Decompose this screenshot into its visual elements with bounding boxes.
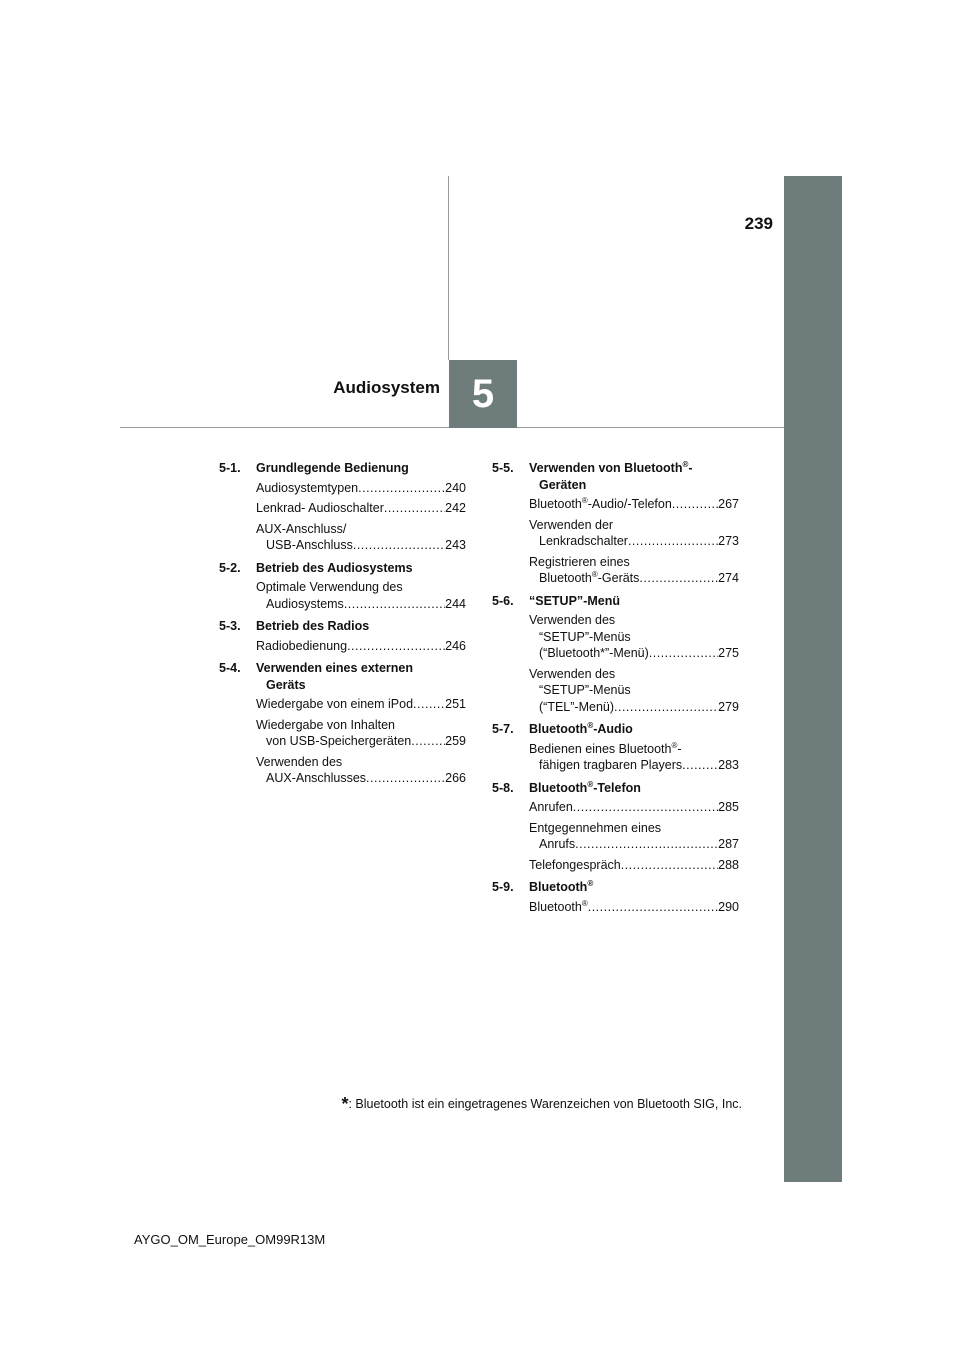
toc-entry-page: 267 [718, 497, 739, 511]
toc-entry-text: Entgegennehmen eines [529, 820, 662, 835]
toc-left-column [219, 460, 466, 793]
toc-section-title: Verwenden von Bluetooth®- Geräten [529, 459, 693, 492]
toc-section [219, 618, 466, 654]
toc-leader-dots [639, 570, 718, 587]
toc-entry-page: 273 [718, 534, 739, 548]
toc-entry-text: Bluetooth®-Audio/-Telefon [529, 495, 672, 511]
toc-leader-dots [366, 770, 445, 787]
toc-section-number: 5-1. [219, 461, 241, 475]
toc-section-heading [492, 593, 739, 610]
footnote-text: : Bluetooth ist ein eingetragenes Warenzeichen von Bluetooth SIG, Inc. [348, 1097, 742, 1111]
toc-section-number: 5-7. [492, 722, 514, 736]
toc-entry[interactable] [256, 500, 466, 517]
chapter-number: 5 [471, 371, 495, 416]
chapter-title: Audiosystem [333, 378, 440, 397]
toc-section-number: 5-4. [219, 661, 241, 675]
toc-section-title: Betrieb des Radios [256, 619, 370, 633]
toc-entry-page: 274 [718, 571, 739, 585]
toc-section-number: 5-3. [219, 619, 241, 633]
toc-leader-dots [573, 799, 718, 816]
toc-entry-text: Verwenden des [256, 754, 343, 769]
toc-section-heading [219, 560, 466, 577]
toc-entry[interactable] [256, 717, 466, 750]
header-vertical-rule [448, 176, 449, 360]
toc-section [492, 721, 739, 774]
toc-entry[interactable] [256, 754, 466, 787]
toc-section-title: Betrieb des Audiosystems [256, 560, 413, 575]
toc-entry-text: Bluetooth® [529, 898, 588, 914]
toc-leader-dots [682, 757, 718, 774]
toc-entry-text: Telefongespräch [529, 857, 621, 872]
toc-entry-page: 275 [718, 646, 739, 660]
toc-entry-text: Optimale Verwendung des [256, 580, 403, 594]
toc-section-title: Bluetooth®-Telefon [529, 779, 641, 795]
toc-entry-text: AUX-Anschlusses [266, 771, 367, 785]
toc-leader-dots [575, 836, 718, 853]
toc-section-number: 5-2. [219, 560, 241, 575]
footnote [300, 1094, 742, 1115]
toc-entry-page: 288 [718, 857, 739, 872]
toc-section-title: Bluetooth®-Audio [529, 720, 633, 736]
toc-entry-page: 285 [718, 800, 739, 814]
toc-entry-text: “SETUP”-Menüs [539, 629, 631, 644]
toc-section [219, 460, 466, 554]
toc-leader-dots [628, 533, 718, 550]
footnote-marker: * [341, 1094, 349, 1114]
toc-leader-dots [621, 857, 718, 874]
toc-section [219, 560, 466, 613]
toc-entry-page: 243 [445, 538, 466, 552]
toc-entry-text: USB-Anschluss [266, 538, 353, 552]
toc-leader-dots [649, 645, 718, 662]
toc-section-heading [492, 780, 739, 797]
toc-entry[interactable] [529, 496, 739, 513]
toc-section-number: 5-5. [492, 461, 514, 475]
toc-section-title: “SETUP”-Menü [529, 593, 620, 608]
toc-entry-text: Registrieren eines [529, 554, 630, 569]
toc-section-number: 5-8. [492, 780, 514, 795]
toc-entry[interactable] [256, 696, 466, 713]
chapter-number-box [449, 360, 517, 428]
toc-leader-dots [413, 696, 445, 713]
toc-section [219, 660, 466, 787]
toc-section-number: 5-9. [492, 880, 514, 894]
toc-section-title: Verwenden eines externen Geräts [256, 661, 414, 692]
toc-leader-dots [344, 596, 445, 613]
toc-entry[interactable] [529, 517, 739, 550]
toc-entry-page: 259 [445, 734, 466, 748]
toc-entry-text: Lenkradschalter [539, 534, 628, 548]
toc-right-column [492, 460, 739, 921]
toc-entry-text: (“Bluetooth*”-Menü) [539, 646, 649, 660]
toc-leader-dots [614, 699, 718, 716]
toc-entry[interactable] [256, 480, 466, 497]
toc-entry-text: (“TEL”-Menü) [539, 699, 615, 714]
toc-entry-page: 290 [718, 899, 739, 914]
page-number: 239 [744, 214, 773, 233]
toc-section-title: Bluetooth® [529, 878, 594, 894]
toc-entry[interactable] [529, 741, 739, 774]
toc-entry[interactable] [256, 579, 466, 612]
toc-leader-dots [347, 638, 445, 655]
toc-entry-text: von USB-Speichergeräten [266, 734, 412, 748]
toc-entry[interactable] [529, 799, 739, 816]
toc-section-heading [219, 660, 466, 693]
toc-entry[interactable] [529, 612, 739, 662]
toc-leader-dots [353, 537, 445, 554]
toc-leader-dots [358, 480, 445, 497]
toc-entry-text: Bluetooth®-Geräts [539, 569, 640, 585]
toc-entry-page: 279 [718, 699, 739, 714]
toc-entry-text: Audiosystemtypen [256, 480, 359, 495]
toc-entry-text: Radiobedienung [256, 638, 348, 653]
toc-entry-text: Verwenden des [529, 666, 616, 681]
toc-leader-dots [411, 733, 445, 750]
toc-leader-dots [588, 899, 718, 916]
toc-entry-page: 251 [445, 697, 466, 711]
toc-entry[interactable] [256, 638, 466, 655]
toc-entry-page: 266 [445, 771, 466, 785]
toc-entry-page: 246 [445, 638, 466, 653]
toc-entry-text: Bedienen eines Bluetooth®- [529, 740, 682, 756]
toc-section-heading [492, 721, 739, 738]
toc-section [492, 879, 739, 915]
toc-entry[interactable] [529, 666, 739, 716]
toc-section-number: 5-6. [492, 593, 514, 608]
toc-entry-text: Anrufs [539, 837, 576, 851]
toc-entry-text: Wiedergabe von Inhalten [256, 717, 395, 732]
toc-entry-page: 240 [445, 480, 466, 495]
toc-entry-page: 244 [445, 596, 466, 611]
toc-entry-text: Lenkrad- Audioschalter [256, 501, 384, 515]
toc-leader-dots [672, 496, 718, 513]
toc-entry-text: AUX-Anschluss/ [256, 521, 347, 536]
toc-entry-page: 242 [445, 501, 466, 515]
toc-section-heading [492, 460, 739, 493]
toc-entry-text: Verwenden der [529, 517, 614, 532]
toc-entry[interactable] [529, 857, 739, 874]
toc-entry[interactable] [256, 521, 466, 554]
toc-entry[interactable] [529, 820, 739, 853]
toc-entry[interactable] [529, 554, 739, 587]
toc-entry-text: Wiedergabe von einem iPod [256, 697, 414, 711]
toc-section-title: Grundlegende Bedienung [256, 461, 409, 475]
toc-leader-dots [384, 500, 445, 517]
toc-entry-text: fähigen tragbaren Players [539, 758, 683, 772]
toc-section-heading [219, 618, 466, 635]
toc-entry[interactable] [529, 899, 739, 916]
toc-section [492, 780, 739, 874]
toc-section [492, 460, 739, 587]
toc-entry-page: 283 [718, 758, 739, 772]
toc-entry-text: Anrufen [529, 800, 573, 814]
toc-entry-page: 287 [718, 837, 739, 851]
toc-entry-text: Audiosystems [266, 596, 344, 611]
footer-document-code: AYGO_OM_Europe_OM99R13M [134, 1232, 326, 1247]
toc-section-heading [492, 879, 739, 896]
toc-entry-text: Verwenden des [529, 613, 616, 627]
toc-entry-text: “SETUP”-Menüs [539, 683, 631, 697]
chapter-side-tab [784, 176, 842, 1182]
toc-section-heading [219, 460, 466, 477]
toc-section [492, 593, 739, 716]
